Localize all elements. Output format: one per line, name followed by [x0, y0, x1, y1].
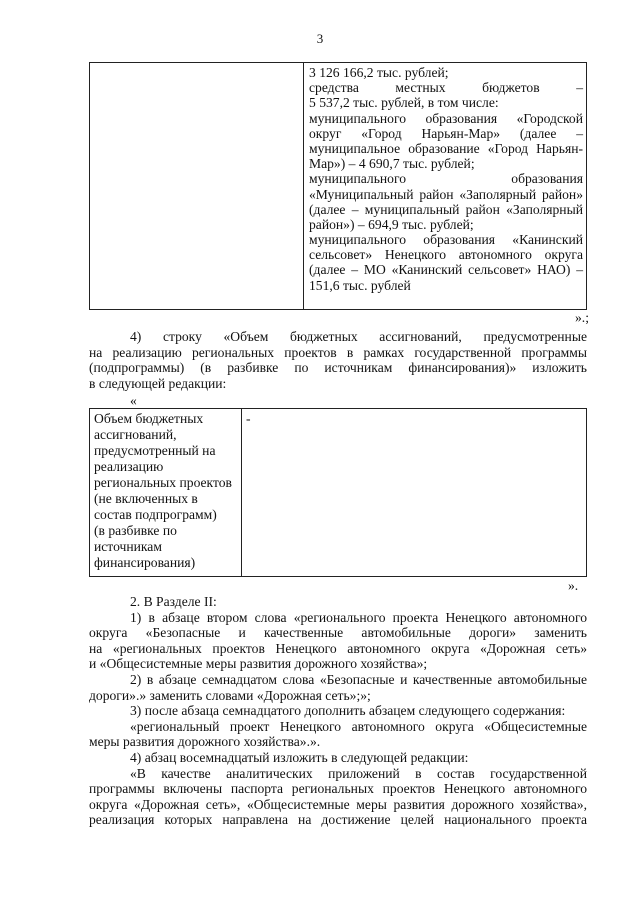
row-label-line: источникам	[94, 539, 162, 554]
paragraph-line: «региональный проект Ненецкого автономного округа «Общесистемные	[130, 718, 587, 734]
row-label-line: предусмотренный на	[94, 443, 216, 458]
row-label-line: региональных проектов	[94, 475, 232, 490]
funding-line: сельсовет» Ненецкого автономного округа	[309, 247, 583, 263]
row-label-line: (не включенных в	[94, 491, 198, 506]
paragraph-line: программы включены паспорта региональных проектов Ненецкого автономного	[89, 781, 587, 797]
paragraph-line: дороги».» заменить словами «Дорожная сеть»;»;	[89, 687, 371, 703]
paragraph-line: 1) в абзаце втором слова «регионального проекта Ненецкого автономного	[130, 609, 587, 625]
section-2	[89, 594, 587, 828]
paragraph-line: «В качестве аналитических приложений в состав государственной	[130, 765, 587, 781]
row-label-cell	[94, 411, 239, 571]
paragraph-line: 4) строку «Объем бюджетных ассигнований, предусмотренные	[130, 329, 587, 344]
funding-line: 151,6 тыс. рублей	[309, 277, 411, 293]
closing-quote: ».;	[575, 310, 589, 325]
table-column-divider	[303, 63, 304, 309]
funding-line: муниципального образования «Городской	[309, 110, 583, 126]
funding-line: 5 537,2 тыс. рублей, в том числе:	[309, 95, 499, 111]
paragraph-line: реализация которых направлена на достижение целей национального проекта	[89, 812, 587, 828]
funding-line: «Муниципальный район «Заполярный район»	[309, 186, 583, 202]
funding-table	[89, 62, 587, 310]
paragraph-line: 2) в абзаце семнадцатом слова «Безопасные и качественные автомобильные	[130, 671, 587, 687]
row-label-line: финансирования)	[94, 555, 196, 570]
funding-line: (далее – МО «Канинский сельсовет» НАО) –	[309, 262, 583, 278]
funding-cell	[309, 65, 583, 293]
paragraph-line: и «Общесистемные меры развития дорожного хозяйства»;	[89, 656, 428, 672]
row-value-cell: -	[246, 411, 251, 426]
page-number: 3	[316, 31, 324, 46]
funding-line: средства местных бюджетов –	[309, 80, 583, 96]
section-heading: 2. В Разделе II:	[130, 594, 217, 609]
funding-line: муниципального образования	[309, 171, 583, 187]
row-label-line: Объем бюджетных	[94, 411, 204, 426]
row-label-line: (в разбивке по	[94, 523, 177, 538]
funding-line: (далее – муниципальный район «Заполярный	[309, 201, 583, 217]
paragraph-line: меры развития дорожного хозяйства».».	[89, 734, 321, 750]
paragraph-line: 4) абзац восемнадцатый изложить в следующей редакции:	[130, 749, 469, 765]
funding-line: район») – 694,9 тыс. рублей;	[309, 216, 474, 232]
closing-quote: ».	[568, 578, 579, 593]
table-column-divider	[241, 409, 242, 576]
paragraph-line: на «региональных проектов Ненецкого автономного округа «Дорожная сеть»	[89, 640, 587, 656]
budget-allocation-table	[89, 408, 587, 577]
funding-line: округ «Город Нарьян-Мар» (далее –	[309, 125, 583, 141]
paragraph-line: в следующей редакции:	[89, 375, 227, 391]
row-label-line: состав подпрограмм)	[94, 507, 217, 522]
funding-line: муниципального образования «Канинский	[309, 232, 583, 248]
item-4-paragraph	[89, 329, 587, 391]
paragraph-line: на реализацию региональных проектов в рамках государственной программы	[89, 344, 587, 360]
paragraph-line: 3) после абзаца семнадцатого дополнить абзацем следующего содержания:	[130, 703, 566, 719]
opening-quote: «	[130, 393, 137, 408]
paragraph-line: округа «Дорожная сеть», «Общесистемные меры развития дорожного хозяйства»,	[89, 796, 587, 812]
paragraph-line: (подпрограммы) (в разбивке по источникам финансирования)» изложить	[89, 360, 587, 376]
funding-line: Мар») – 4 690,7 тыс. рублей;	[309, 156, 475, 172]
row-label-line: реализацию	[94, 459, 164, 474]
funding-line: 3 126 166,2 тыс. рублей;	[309, 65, 449, 80]
funding-line: муниципальное образование «Город Нарьян-	[309, 140, 583, 156]
row-label-line: ассигнований,	[94, 427, 177, 442]
paragraph-line: округа «Безопасные и качественные автомобильные дороги» заменить	[89, 625, 587, 641]
